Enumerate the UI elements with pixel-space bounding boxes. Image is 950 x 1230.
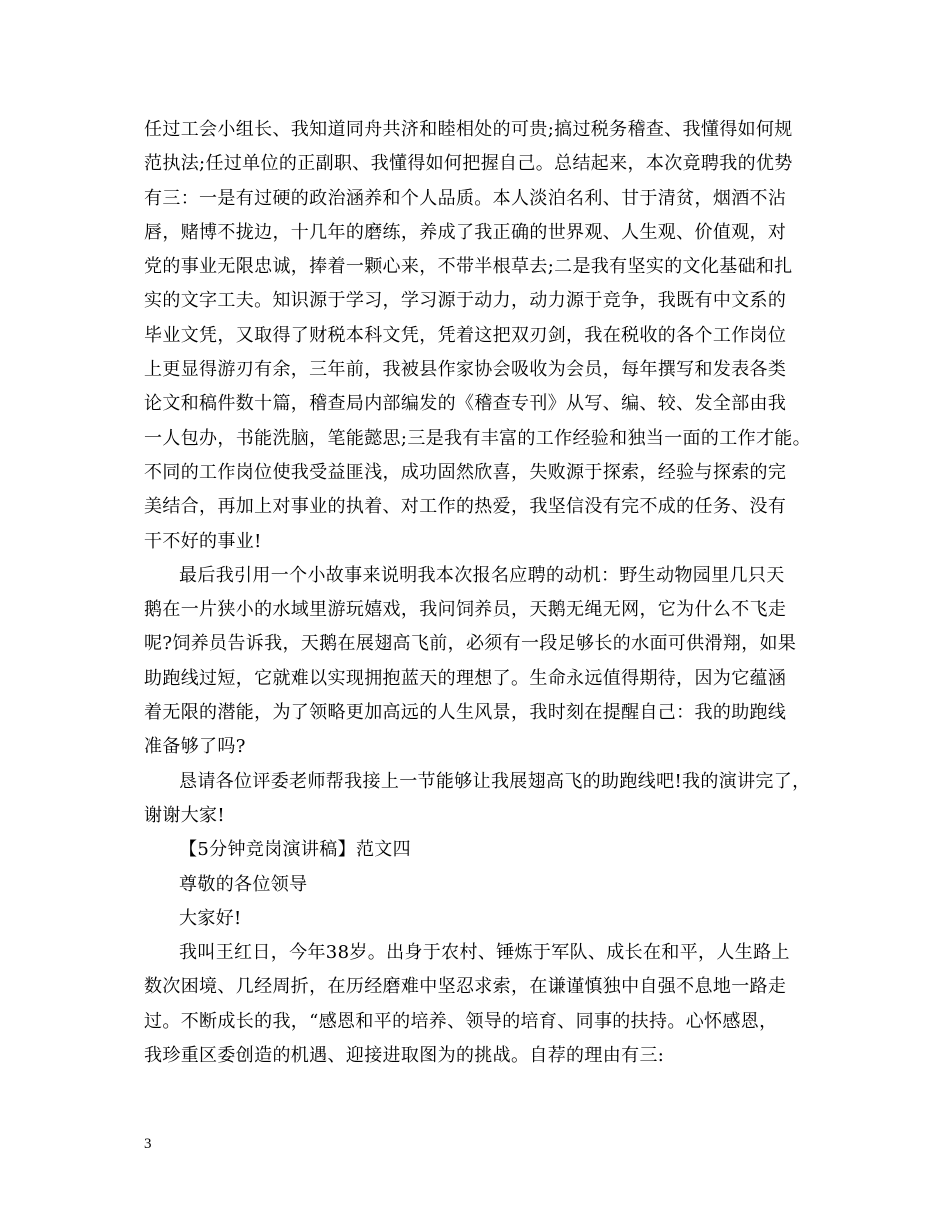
text-line: 【5分钟竞岗演讲稿】范文四: [179, 839, 412, 861]
text-line: 过。不断成长的我，“感恩和平的培养、领导的培育、同事的扶持。心怀感恩，: [144, 1010, 778, 1032]
page-number: 3: [144, 1136, 152, 1152]
text-line: 恳请各位评委老师帮我接上一节能够让我展翅高飞的助跑线吧!我的演讲完了，: [179, 770, 811, 792]
text-line: 大家好!: [179, 907, 242, 929]
text-line: 不同的工作岗位使我受益匪浅，成功固然欣喜，失败源于探索，经验与探索的完: [144, 461, 787, 483]
text-line: 干不好的事业!: [144, 530, 262, 552]
text-line: 党的事业无限忠诚，捧着一颗心来，不带半根草去;二是我有坚实的文化基础和扎: [144, 256, 793, 278]
text-line: 准备够了吗?: [144, 736, 246, 758]
text-line: 鹅在一片狭小的水域里游玩嬉戏，我问饲养员，天鹅无绳无网，它为什么不飞走: [144, 599, 787, 621]
text-line: 数次困境、几经周折，在历经磨难中坚忍求索，在谦谨慎独中自强不息地一路走: [144, 976, 787, 998]
text-line: 论文和稿件数十篇，稽查局内部编发的《稽查专刊》从写、编、较、发全部由我: [144, 393, 787, 415]
text-line: 一人包办，书能洗脑，笔能懿思;三是我有丰富的工作经验和独当一面的工作才能。: [144, 427, 812, 449]
text-line: 美结合，再加上对事业的执着、对工作的热爱，我坚信没有完不成的任务、没有: [144, 496, 787, 518]
text-line: 范执法;任过单位的正副职、我懂得如何把握自己。总结起来，本次竟聘我的优势: [144, 153, 793, 175]
text-line: 有三：一是有过硬的政治涵养和个人品质。本人淡泊名利、甘于清贫，烟酒不沾: [144, 187, 787, 209]
text-line: 最后我引用一个小故事来说明我本次报名应聘的动机：野生动物园里几只天: [179, 564, 785, 586]
text-line: 实的文字工夫。知识源于学习，学习源于动力，动力源于竞争，我既有中文系的: [144, 290, 787, 312]
text-line: 呢?饲养员告诉我，天鹅在展翅高飞前，必须有一段足够长的水面可供滑翔，如果: [144, 633, 797, 655]
text-line: 助跑线过短，它就难以实现拥抱蓝天的理想了。生命永远值得期待，因为它蕴涵: [144, 667, 787, 689]
text-line: 上更显得游刃有余，三年前，我被县作家协会吸收为会员，每年撰写和发表各类: [144, 359, 787, 381]
text-line: 我叫王红日，今年38岁。出身于农村、锤炼于军队、成长在和平，人生路上: [179, 942, 790, 964]
text-line: 唇，赌博不拢边，十几年的磨练，养成了我正确的世界观、人生观、价值观，对: [144, 221, 787, 243]
text-line: 毕业文凭，又取得了财税本科文凭，凭着这把双刃剑，我在税收的各个工作岗位: [144, 324, 787, 346]
body-text: [144, 113, 834, 1073]
text-line: 尊敬的各位领导: [179, 873, 308, 895]
text-line: 我珍重区委创造的机遇、迎接进取图为的挑战。自荐的理由有三:: [144, 1045, 665, 1067]
text-line: 谢谢大家!: [144, 804, 225, 826]
text-line: 任过工会小组长、我知道同舟共济和睦相处的可贵;搞过税务稽查、我懂得如何规: [144, 119, 793, 140]
text-line: 着无限的潜能，为了领略更加高远的人生风景，我时刻在提醒自己：我的助跑线: [144, 702, 787, 724]
